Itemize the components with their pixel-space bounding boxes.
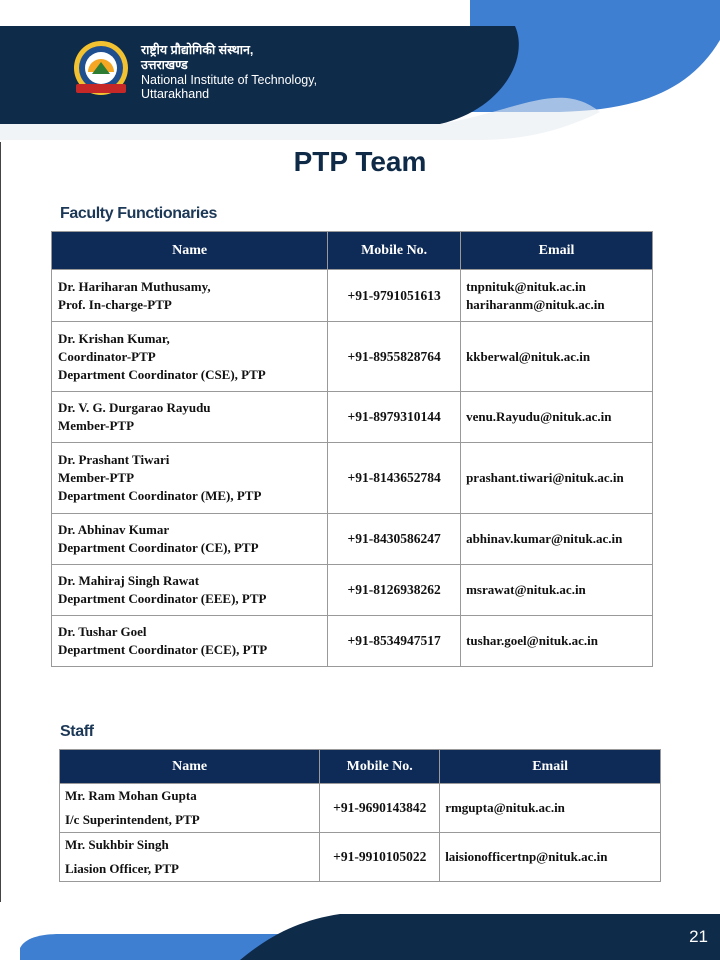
staff-table (59, 749, 661, 882)
member-mobile: +91-9791051613 (328, 270, 461, 322)
page-title: PTP Team (293, 146, 427, 177)
member-name: Dr. Mahiraj Singh Rawat Department Coordinator (EEE), PTP (52, 565, 328, 616)
institute-name-english: National Institute of Technology, Uttarakhand (141, 73, 318, 101)
institute-name-hindi: राष्ट्रीय प्रौद्योगिकी संस्थान, उत्तराखण्ड (141, 43, 254, 72)
column-header-email: Email (440, 750, 661, 784)
member-name: Dr. Abhinav Kumar Department Coordinator (CE), PTP (52, 514, 328, 565)
table-row (52, 270, 653, 322)
faculty-table (51, 231, 653, 667)
staff-name: Mr. Sukhbir Singh Liasion Officer, PTP (60, 833, 320, 882)
column-header-mobile: Mobile No. (328, 232, 461, 270)
member-email: venu.Rayudu@nituk.ac.in (461, 392, 653, 443)
member-mobile: +91-8979310144 (328, 392, 461, 443)
column-header-mobile: Mobile No. (320, 750, 440, 784)
column-header-name: Name (52, 232, 328, 270)
member-name: Dr. Krishan Kumar, Coordinator-PTP Department Coordinator (CSE), PTP (52, 322, 328, 392)
table-row (60, 833, 661, 882)
staff-email: rmgupta@nituk.ac.in (440, 784, 661, 833)
column-header-email: Email (461, 232, 653, 270)
member-email: msrawat@nituk.ac.in (461, 565, 653, 616)
page-number: 21 (689, 927, 708, 946)
member-mobile: +91-8955828764 (328, 322, 461, 392)
staff-table-header-row (60, 750, 661, 784)
member-name: Dr. Prashant Tiwari Member-PTP Department Coordinator (ME), PTP (52, 443, 328, 514)
faculty-table-header-row (52, 232, 653, 270)
member-mobile: +91-8430586247 (328, 514, 461, 565)
member-email: abhinav.kumar@nituk.ac.in (461, 514, 653, 565)
column-header-name: Name (60, 750, 320, 784)
member-name: Dr. V. G. Durgarao Rayudu Member-PTP (52, 392, 328, 443)
staff-mobile: +91-9910105022 (320, 833, 440, 882)
member-email: prashant.tiwari@nituk.ac.in (461, 443, 653, 514)
member-email: tnpnituk@nituk.ac.in hariharanm@nituk.ac.in (461, 270, 653, 322)
staff-email: laisionofficertnp@nituk.ac.in (440, 833, 661, 882)
member-email: kkberwal@nituk.ac.in (461, 322, 653, 392)
member-mobile: +91-8534947517 (328, 616, 461, 667)
table-row (52, 443, 653, 514)
nit-uttarakhand-logo (68, 40, 134, 100)
member-name: Dr. Hariharan Muthusamy, Prof. In-charge-PTP (52, 270, 328, 322)
footer-navy-band (240, 914, 720, 960)
table-row (52, 392, 653, 443)
table-row (60, 784, 661, 833)
staff-section-title: Staff (60, 723, 94, 740)
staff-mobile: +91-9690143842 (320, 784, 440, 833)
table-row (52, 514, 653, 565)
table-row (52, 322, 653, 392)
faculty-section-title: Faculty Functionaries (60, 205, 217, 222)
member-email: tushar.goel@nituk.ac.in (461, 616, 653, 667)
member-name: Dr. Tushar Goel Department Coordinator (ECE), PTP (52, 616, 328, 667)
left-margin-rule (0, 142, 1, 902)
member-mobile: +91-8143652784 (328, 443, 461, 514)
staff-name: Mr. Ram Mohan Gupta I/c Superintendent, PTP (60, 784, 320, 833)
table-row (52, 616, 653, 667)
table-row (52, 565, 653, 616)
member-mobile: +91-8126938262 (328, 565, 461, 616)
